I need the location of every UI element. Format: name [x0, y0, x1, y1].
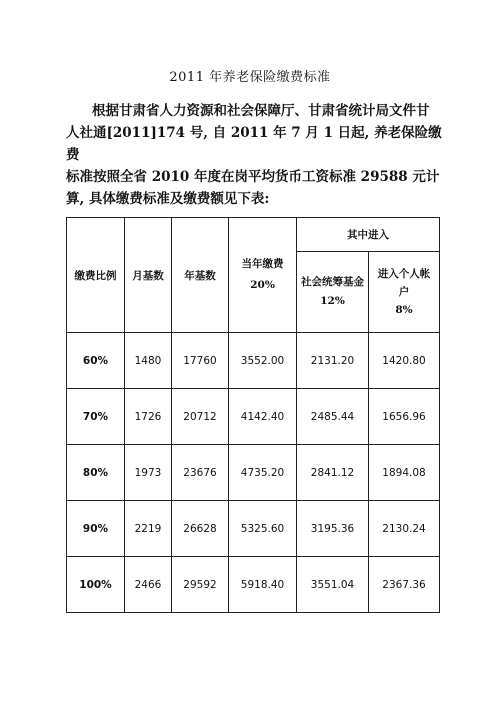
header-social-fund-pct: 12% [320, 295, 345, 307]
cell-ratio: 70% [67, 389, 125, 445]
cell-social: 2841.12 [297, 445, 369, 501]
table-row [67, 445, 440, 501]
cell-monthly: 1480 [125, 333, 172, 389]
table-row [67, 333, 440, 389]
intro-paragraph [66, 100, 446, 210]
cell-annual: 23676 [172, 445, 229, 501]
cell-personal: 1656.96 [369, 389, 440, 445]
cell-social: 2485.44 [297, 389, 369, 445]
cell-ratio: 90% [67, 501, 125, 557]
header-annual-base: 年基数 [172, 218, 229, 333]
header-annual-payment-pct: 20% [250, 279, 275, 291]
cell-social: 3551.04 [297, 557, 369, 613]
header-personal-account [369, 252, 440, 333]
header-personal-account-pct: 8% [395, 303, 413, 316]
header-personal-account-label-1: 进入个人帐 [377, 267, 431, 280]
table-row [67, 557, 440, 613]
cell-ratio: 80% [67, 445, 125, 501]
intro-line: 算, 具体缴费标准及缴费额见下表: [66, 191, 270, 207]
table-row [67, 389, 440, 445]
cell-personal: 1420.80 [369, 333, 440, 389]
cell-annual: 20712 [172, 389, 229, 445]
intro-line-text: 根据甘肃省人力资源和社会保障厅、甘肃省统计局文件甘 [92, 103, 430, 119]
cell-monthly: 1973 [125, 445, 172, 501]
cell-payment: 3552.00 [229, 333, 297, 389]
cell-social: 3195.36 [297, 501, 369, 557]
header-annual-payment [229, 218, 297, 333]
header-social-fund [297, 252, 369, 333]
intro-line: 标准按照全省 2010 年度在岗平均货币工资标准 29588 元计 [66, 169, 440, 185]
cell-personal: 2130.24 [369, 501, 440, 557]
cell-annual: 26628 [172, 501, 229, 557]
cell-monthly: 2219 [125, 501, 172, 557]
cell-payment: 5918.40 [229, 557, 297, 613]
cell-ratio: 100% [67, 557, 125, 613]
header-social-fund-label: 社会统筹基金 [301, 276, 364, 288]
cell-payment: 5325.60 [229, 501, 297, 557]
header-annual-payment-label: 当年缴费 [241, 258, 284, 270]
cell-personal: 2367.36 [369, 557, 440, 613]
cell-social: 2131.20 [297, 333, 369, 389]
header-monthly-base: 月基数 [125, 218, 172, 333]
header-personal-account-label-2: 户 [398, 285, 410, 298]
cell-monthly: 2466 [125, 557, 172, 613]
cell-monthly: 1726 [125, 389, 172, 445]
table-row [67, 501, 440, 557]
intro-line: 人社通[2011]174 号, 自 2011 年 7 月 1 日起, 养老保险缴费 [66, 125, 442, 163]
contribution-table [66, 217, 440, 613]
cell-annual: 29592 [172, 557, 229, 613]
cell-annual: 17760 [172, 333, 229, 389]
cell-ratio: 60% [67, 333, 125, 389]
cell-payment: 4735.20 [229, 445, 297, 501]
cell-payment: 4142.40 [229, 389, 297, 445]
document-title: 2011 年养老保险缴费标准 [169, 70, 331, 85]
table-header-row [67, 218, 440, 252]
cell-personal: 1894.08 [369, 445, 440, 501]
header-ratio: 缴费比例 [67, 218, 125, 333]
header-group-into: 其中进入 [297, 218, 440, 252]
intro-line [66, 100, 446, 122]
